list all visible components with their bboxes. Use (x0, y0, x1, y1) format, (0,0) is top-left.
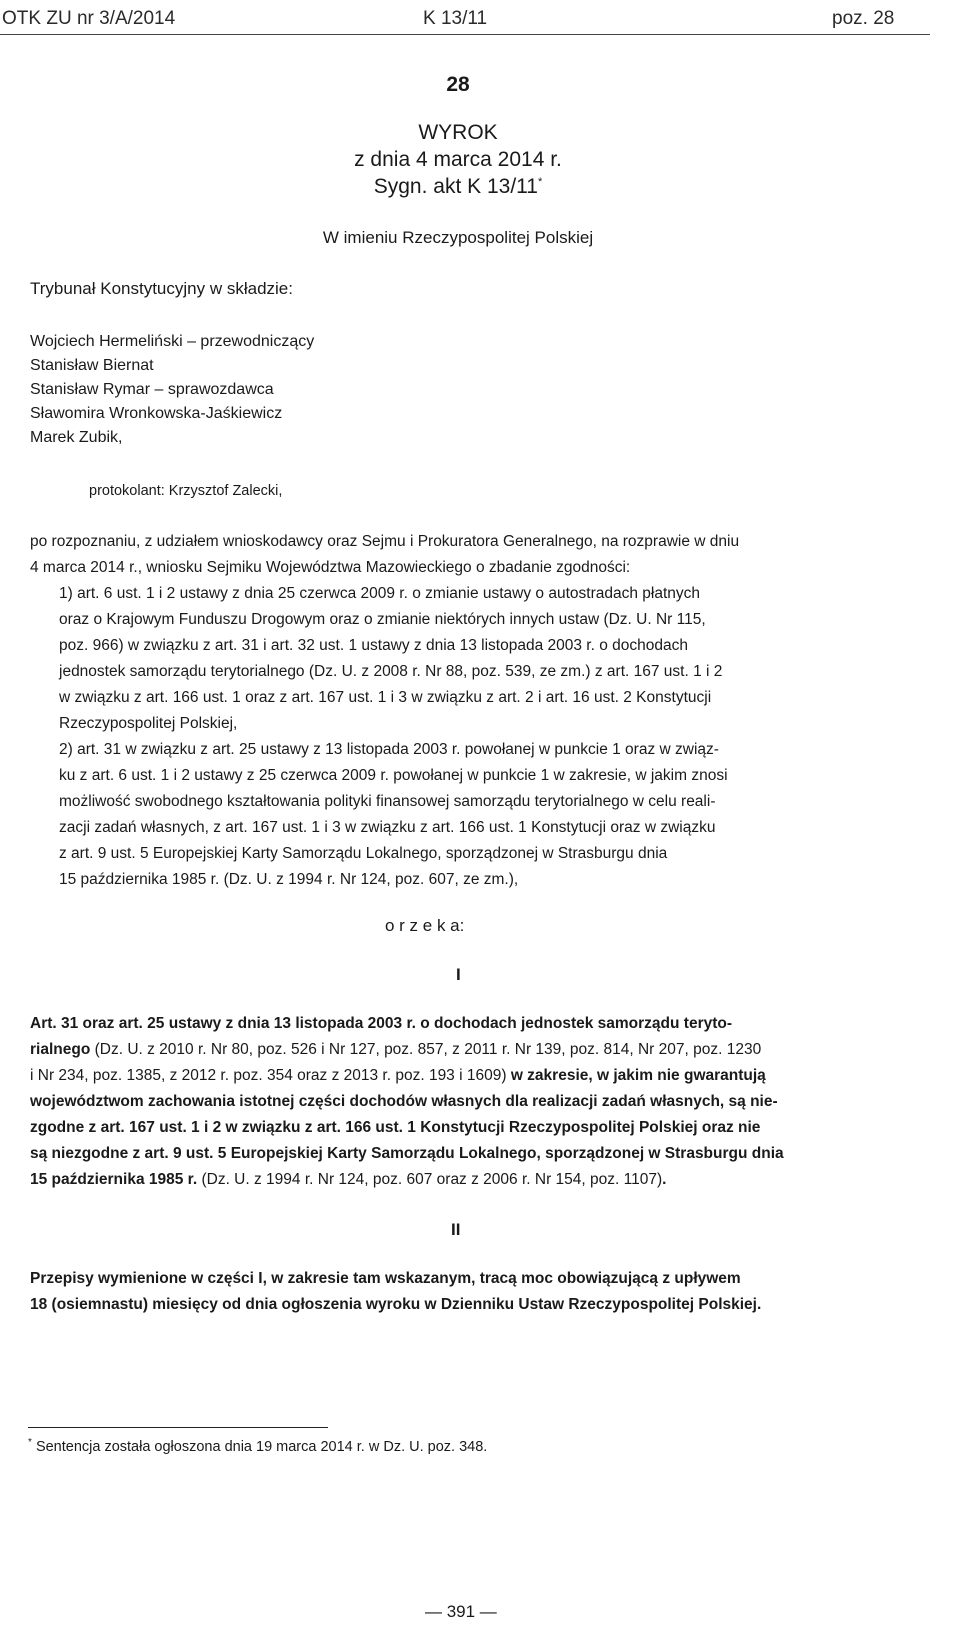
body-line: 1) art. 6 ust. 1 i 2 ustawy z dnia 25 czerwca 2009 r. o zmianie ustawy o autostradach płatnych (59, 585, 701, 602)
section-1-run: (Dz. U. z 2010 r. Nr 80, poz. 526 i Nr 127, poz. 857, z 2011 r. Nr 139, poz. 814, Nr 207, poz. 1230 (90, 1041, 762, 1058)
section-1-run: Art. 31 oraz art. 25 ustawy z dnia 13 listopada 2003 r. o dochodach jednostek samorządu teryto- (30, 1015, 733, 1032)
orzeka-heading: o r z e k a: (385, 916, 465, 935)
body-line: z art. 9 ust. 5 Europejskiej Karty Samorządu Lokalnego, sporządzonej w Strasburgu dnia (59, 845, 668, 862)
body-line: jednostek samorządu terytorialnego (Dz. U. z 2008 r. Nr 88, poz. 539, ze zm.) z art. 167 ust. 1 i 2 (59, 663, 723, 680)
section-2-numeral: II (451, 1220, 461, 1239)
clerk: protokolant: Krzysztof Zalecki, (89, 483, 283, 499)
section-1-run: rialnego (30, 1041, 91, 1058)
section-1-line (30, 1119, 760, 1137)
section-1-line (30, 1015, 732, 1033)
body-line: w związku z art. 166 ust. 1 oraz z art. 167 ust. 1 i 3 w związku z art. 2 i art. 16 ust. 2 Konstytucji (59, 689, 712, 706)
member-5: Marek Zubik, (30, 429, 123, 446)
case-label: K 13/11 (423, 8, 488, 29)
member-3: Stanisław Rymar – sprawozdawca (30, 381, 274, 398)
body-line: oraz o Krajowym Funduszu Drogowym oraz o zmianie niektórych innych ustaw (Dz. U. Nr 115, (59, 611, 706, 628)
journal-label: OTK ZU nr 3/A/2014 (2, 8, 176, 29)
section-1-line (30, 1093, 778, 1111)
body-line: po rozpoznaniu, z udziałem wnioskodawcy oraz Sejmu i Prokuratora Generalnego, na rozprawie w dniu (30, 533, 740, 550)
body-line: 4 marca 2014 r., wniosku Sejmiku Województwa Mazowieckiego o zbadanie zgodności: (30, 559, 631, 576)
section-1-line (30, 1041, 761, 1059)
section-1-run: są niezgodne z art. 9 ust. 5 Europejskiej Karty Samorządu Lokalnego, sporządzonej w Strasburgu dnia (30, 1145, 784, 1162)
section-1-run: województwom zachowania istotnej części dochodów własnych dla realizacji zadań własnych, są nie- (30, 1093, 778, 1110)
case-signature: Sygn. akt K 13/11* (373, 175, 543, 198)
member-4: Sławomira Wronkowska-Jaśkiewicz (30, 405, 283, 422)
member-1: Wojciech Hermeliński – przewodniczący (30, 333, 315, 350)
body-line: 2) art. 31 w związku z art. 25 ustawy z 13 listopada 2003 r. powołanej w punkcie 1 oraz w związ- (59, 741, 719, 758)
header-rule (0, 34, 930, 35)
composition-heading: Trybunał Konstytucyjny w składzie: (30, 279, 293, 298)
section-1-run: w zakresie, w jakim nie gwarantują (510, 1067, 766, 1084)
body-line: możliwość swobodnego kształtowania polityki finansowej samorządu terytorialnego w celu reali- (59, 793, 716, 810)
section-1-line (30, 1067, 766, 1085)
footnote: * Sentencja została ogłoszona dnia 19 marca 2014 r. w Dz. U. poz. 348. (28, 1437, 488, 1455)
section-1-run: (Dz. U. z 1994 r. Nr 124, poz. 607 oraz z 2006 r. Nr 154, poz. 1107) (197, 1171, 663, 1188)
body-line: 15 października 1985 r. (Dz. U. z 1994 r. Nr 124, poz. 607, ze zm.), (59, 871, 519, 888)
section-1-line (30, 1145, 784, 1163)
footnote-rule (28, 1427, 328, 1428)
section-1-run: . (662, 1171, 667, 1188)
member-2: Stanisław Biernat (30, 357, 154, 374)
verdict-date: z dnia 4 marca 2014 r. (354, 148, 562, 171)
body-line: poz. 966) w związku z art. 31 i art. 32 ust. 1 ustawy z dnia 13 listopada 2003 r. o dochodach (59, 637, 688, 654)
section-2-line: Przepisy wymienione w części I, w zakresie tam wskazanym, tracą moc obowiązującą z upływem (30, 1270, 741, 1287)
section-1-numeral: I (456, 965, 461, 984)
ruling-number: 28 (446, 73, 470, 96)
section-2-line: 18 (osiemnastu) miesięcy od dnia ogłoszenia wyroku w Dzienniku Ustaw Rzeczypospolitej Polskiej. (30, 1296, 762, 1313)
section-1-run: zgodne z art. 167 ust. 1 i 2 w związku z art. 166 ust. 1 Konstytucji Rzeczypospolitej Polskiej oraz nie (30, 1119, 761, 1136)
invocation: W imieniu Rzeczypospolitej Polskiej (322, 228, 594, 247)
section-1-line (30, 1171, 666, 1189)
body-line: ku z art. 6 ust. 1 i 2 ustawy z 25 czerwca 2009 r. powołanej w punkcie 1 w zakresie, w jakim znosi (59, 767, 728, 784)
body-line: Rzeczypospolitej Polskiej, (59, 715, 238, 732)
section-1-run: 15 października 1985 r. (30, 1171, 198, 1188)
section-1-run: i Nr 234, poz. 1385, z 2012 r. poz. 354 oraz z 2013 r. poz. 193 i 1609) (30, 1067, 511, 1084)
page-number: — 391 — (425, 1602, 497, 1621)
body-line: zacji zadań własnych, z art. 167 ust. 1 i 3 w związku z art. 166 ust. 1 Konstytucji oraz w związku (59, 819, 716, 836)
position-label: poz. 28 (832, 8, 895, 29)
verdict-title: WYROK (418, 121, 498, 144)
